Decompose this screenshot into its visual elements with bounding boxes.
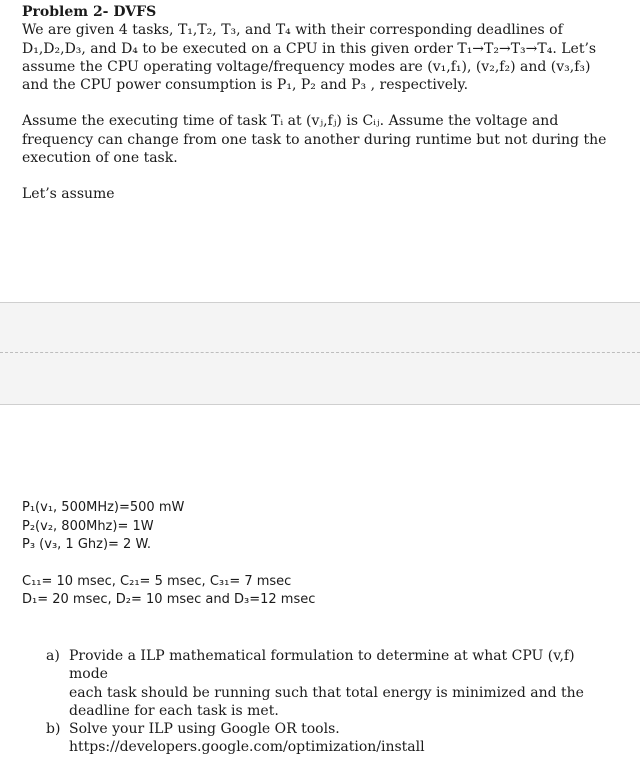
question-line: Solve your ILP using Google OR tools. [69,721,340,738]
assume-line: Assume the executing time of task Tᵢ at (vⱼ,fⱼ) is Cᵢⱼ. Assume the voltage and [22,113,559,130]
power-line: P₁(v₁, 500MHz)=500 mW [22,500,185,515]
power-line: P₃ (v₃, 1 Ghz)= 2 W. [22,537,151,553]
problem-title: Problem 2- DVFS [22,4,157,20]
question-label: b) [46,721,61,738]
question-b [46,720,606,757]
question-line: deadline for each task is met. [69,702,279,719]
assume-line: execution of one task. [22,150,178,167]
deadline-line: D₁= 20 msec, D₂= 10 msec and D₃=12 msec [22,592,316,608]
question-label: a) [46,648,60,664]
power-line: P₂(v₂, 800Mhz)= 1W [22,518,154,534]
parameters-block [22,499,622,610]
problem-text [22,3,622,204]
time-line: C₁₁= 10 msec, C₂₁= 5 msec, C₃₁= 7 msec [22,573,292,589]
question-line: Provide a ILP mathematical formulation to determine at what CPU (v,f) mode [69,648,575,683]
intro-line: D₁,D₂,D₃, and D₄ to be executed on a CPU in this given order T₁→T₂→T₃→T₄. Let’s [22,40,597,57]
dashed-divider [0,352,640,353]
intro-line: We are given 4 tasks, T₁,T₂, T₃, and T₄ with their corresponding deadlines of [22,22,563,39]
question-a [46,647,606,720]
assume-line: frequency can change from one task to another during runtime but not during the [22,131,607,148]
image-placeholder-band [0,302,640,405]
lets-assume-text: Let’s assume [22,186,115,203]
question-line: each task should be running such that total energy is minimized and the [69,684,584,701]
questions-list [46,647,606,757]
intro-line: assume the CPU operating voltage/frequency modes are (v₁,f₁), (v₂,f₂) and (v₃,f₃) [22,58,591,75]
intro-line: and the CPU power consumption is P₁, P₂ and P₃ , respectively. [22,77,469,94]
install-link[interactable]: https://developers.google.com/optimization/install [69,739,425,756]
